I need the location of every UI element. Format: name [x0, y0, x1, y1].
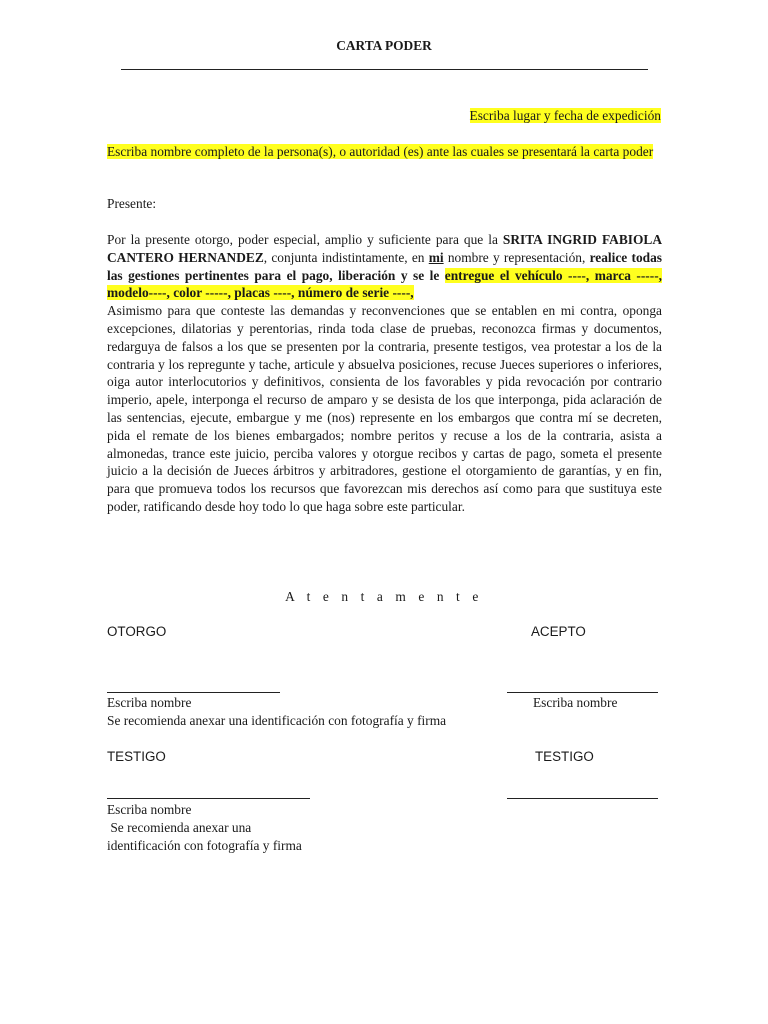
paragraph-2: Asimismo para que conteste las demandas y reconvenciones que se entablen en mi contra, oponga excepciones, dilatorias y perentorias, rinda toda clase de pruebas, reconozca firmas y documentos, redarguya de falsos a los que se presenten por la contraria, presente testigos, vea protestar a los de la contraria y los repregunte y tache, articule y absuelva posiciones, recuse Jueces superiores o inferiores, oiga autor interlocutorios y definitivos, consienta de los favorables y pida revocación por contrario imperio, apele, interponga el recurso de amparo y se desista de los que interponga, pida aclaración de las sentencias, ejecute, embargue y me (nos) represente en los embargos que contra mí se decreten, pida el remate de los bienes embargados; nombre peritos y recuse a los de la contraria, asista a almonedas, trance este juicio, perciba valores y otorgue recibos y cartas de pago, someta el presente juicio a la decisión de Jueces árbitros y arbitradores, gestione el otorgamiento de garantías, y en fin, para que promueva todos los recursos que favorezcan mis derechos así como para que sustituya este poder, ratificando desde hoy todo lo que haga sobre este particular.: [107, 303, 662, 514]
acepto-label: ACEPTO: [531, 624, 586, 639]
otorgo-id-note: Se recomienda anexar una identificación con fotografía y firma: [107, 713, 447, 728]
testigo-1-id-note-1: Se recomienda anexar una: [107, 820, 252, 835]
greeting: Presente:: [107, 196, 157, 211]
addressee-placeholder: [107, 143, 662, 161]
addressee-text: Escriba nombre completo de la persona(s), o autoridad (es) ante las cuales se presentará la carta poder: [107, 144, 654, 159]
testigo-1-name: Escriba nombre: [107, 802, 192, 817]
paragraph-1: [107, 231, 662, 302]
title-underline: [121, 69, 648, 70]
otorgo-signature-line: [107, 692, 280, 693]
grantee-name: SRITA INGRID FABIOLA CANTERO HERNANDEZ: [107, 232, 662, 265]
vehicle-details: entregue el vehículo ----, marca -----, modelo----, color -----, placas ----, número de serie ----,: [107, 267, 662, 301]
closing: A t e n t a m e n t e: [285, 589, 483, 604]
intro-text-1: Por la presente otorgo, poder especial, amplio y suficiente para que la: [107, 232, 503, 247]
intro-text-2: , conjunta indistintamente, en: [263, 249, 429, 265]
testigo-2-signature-line: [507, 798, 658, 799]
testigo-2-label: TESTIGO: [535, 749, 594, 764]
gestiones-text: realice todas las gestiones pertinentes para el pago, liberación y se le: [107, 249, 662, 283]
testigo-1-signature-line: [107, 798, 310, 799]
otorgo-name: Escriba nombre: [107, 695, 192, 710]
acepto-signature-line: [507, 692, 658, 693]
intro-text-3: nombre y representación,: [443, 249, 590, 265]
document-title: CARTA PODER: [336, 38, 432, 53]
place-date-text: Escriba lugar y fecha de expedición: [469, 108, 661, 123]
testigo-1-label: TESTIGO: [107, 749, 166, 764]
acepto-name: Escriba nombre: [533, 695, 618, 710]
body-text: [107, 231, 662, 516]
mi-emphasis: mi: [428, 249, 444, 265]
place-date-placeholder: [470, 108, 661, 124]
testigo-1-id-note-2: identificación con fotografía y firma: [107, 838, 302, 853]
otorgo-label: OTORGO: [107, 624, 167, 639]
